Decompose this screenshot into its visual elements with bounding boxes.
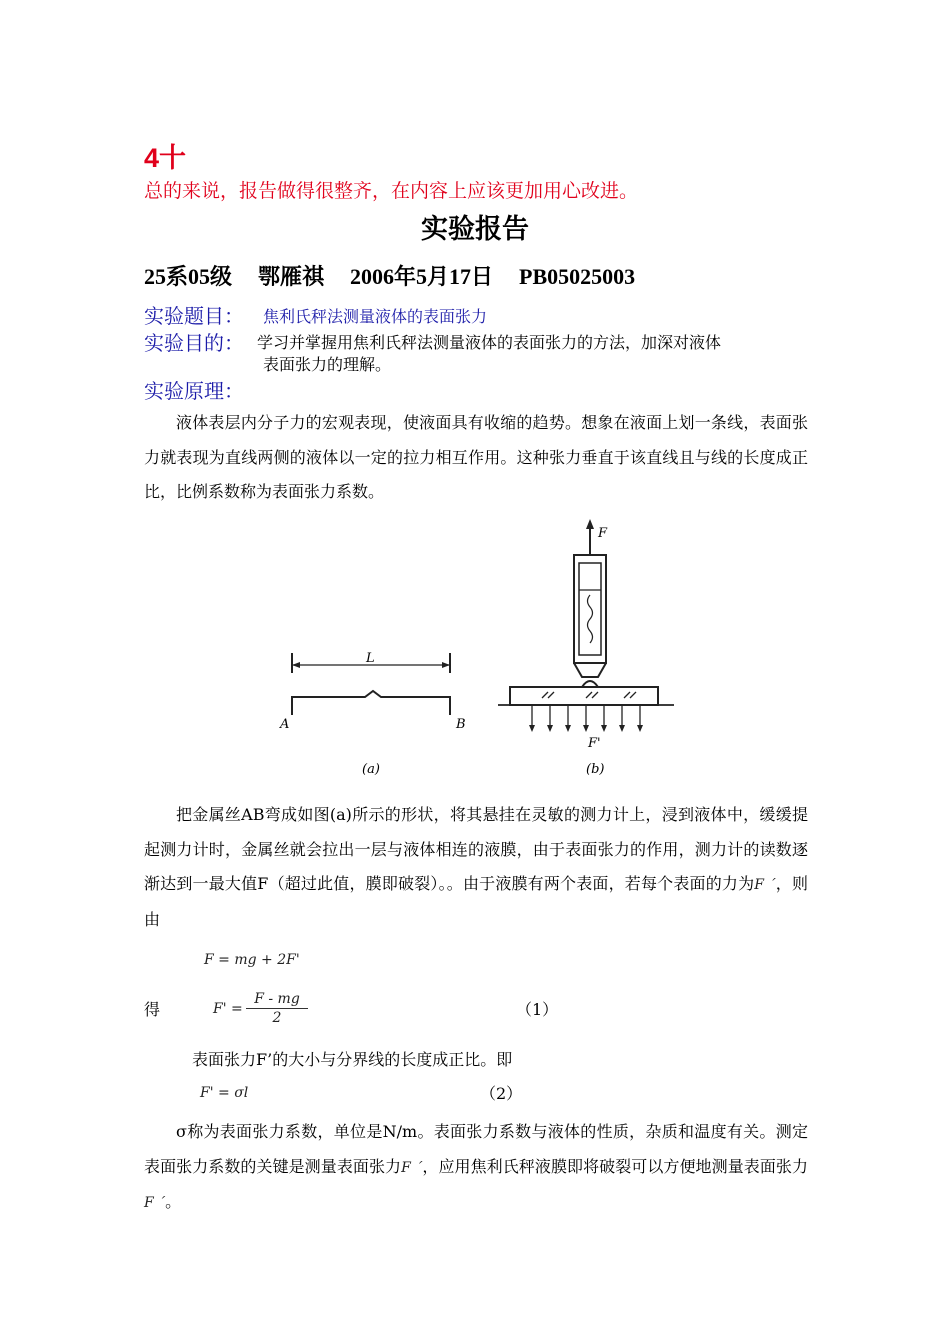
purpose-line-2: 表面张力的理解。 [263,355,392,374]
topic-value: 焦利氏秤法测量液体的表面张力 [263,307,488,326]
purpose-line-1: 学习并掌握用焦利氏秤法测量液体的表面张力的方法，加深对液体 [257,333,722,352]
symbol-f-prime-3: F ´ [144,1195,166,1211]
equation-0: F = mg + 2F' [204,952,300,968]
principle-paragraph-1: 液体表层内分子力的宏观表现，使液面具有收缩的趋势。想象在液面上划一条线，表面张力就表现为直线两侧的液体以一定的拉力相互作用。这种张力垂直于该直线且与线的长度成正比，比例系数称为表面张力系数。 [144,413,808,501]
student-class: 25系05级 [144,264,233,289]
caption-b: (b) [586,762,605,777]
symbol-f-prime: F ´ [754,877,776,893]
report-date: 2006年5月17日 [350,264,494,289]
equation-1-fraction [246,991,308,1026]
principle-paragraph-2 [144,798,808,937]
para2-text-b: ，则由 [144,874,808,929]
para3-text-c: 。 [165,1192,182,1211]
student-info [144,260,661,291]
caption-a: (a) [362,762,380,777]
label-B: B [456,717,466,732]
teacher-comment: 总的来说，报告做得很整齐，在内容上应该更加用心改进。 [144,180,639,202]
apparatus-figure [270,515,690,780]
proportion-line: 表面张力F’的大小与分界线的长度成正比。即 [192,1050,513,1069]
student-name: 鄂雁祺 [258,264,325,289]
principle-paragraph-3 [144,1115,808,1221]
equation-1-numerator: F - mg [246,991,308,1009]
equation-1-number: （1） [516,1000,559,1019]
page-title: 实验报告 [421,214,529,245]
force-arrowheads [529,519,643,732]
figure-b-apparatus [498,523,674,727]
label-A: A [280,717,290,732]
label-F: F [598,526,608,541]
purpose-label: 实验目的： [144,331,244,355]
de-label: 得 [144,1000,161,1019]
equation-1-denominator: 2 [272,1010,282,1026]
topic-label: 实验题目： [144,304,244,328]
grade: 4十 [144,143,187,173]
symbol-f-prime-2: F ´ [401,1159,423,1176]
equation-2-number: （2） [480,1084,523,1103]
principle-label: 实验原理： [144,379,244,403]
label-L: L [366,651,375,666]
equation-1-lhs: F' = [213,1001,243,1017]
para2-text-a: 把金属丝AB弯成如图(a)所示的形状，将其悬挂在灵敏的测力计上，浸到液体中，缓缓提起测力计时，金属丝就会拉出一层与液体相连的液膜，由于表面张力的作用，测力计的读数逐渐达到一最大值F（超过此值，膜即破裂）。。由于液膜有两个表面，若每个表面的力为 [144,805,808,893]
student-id: PB05025003 [519,264,636,289]
para3-text-a: σ称为表面张力系数，单位是N/m。表面张力系数与液体的性质，杂质和温度有关。测定表面张力系数的关键是测量表面张力 [144,1122,808,1176]
equation-2: F' = σl [200,1085,249,1101]
label-F-prime: F' [588,736,601,751]
para3-text-b: ，应用焦利氏秤液膜即将破裂可以方便地测量表面张力 [422,1156,808,1176]
